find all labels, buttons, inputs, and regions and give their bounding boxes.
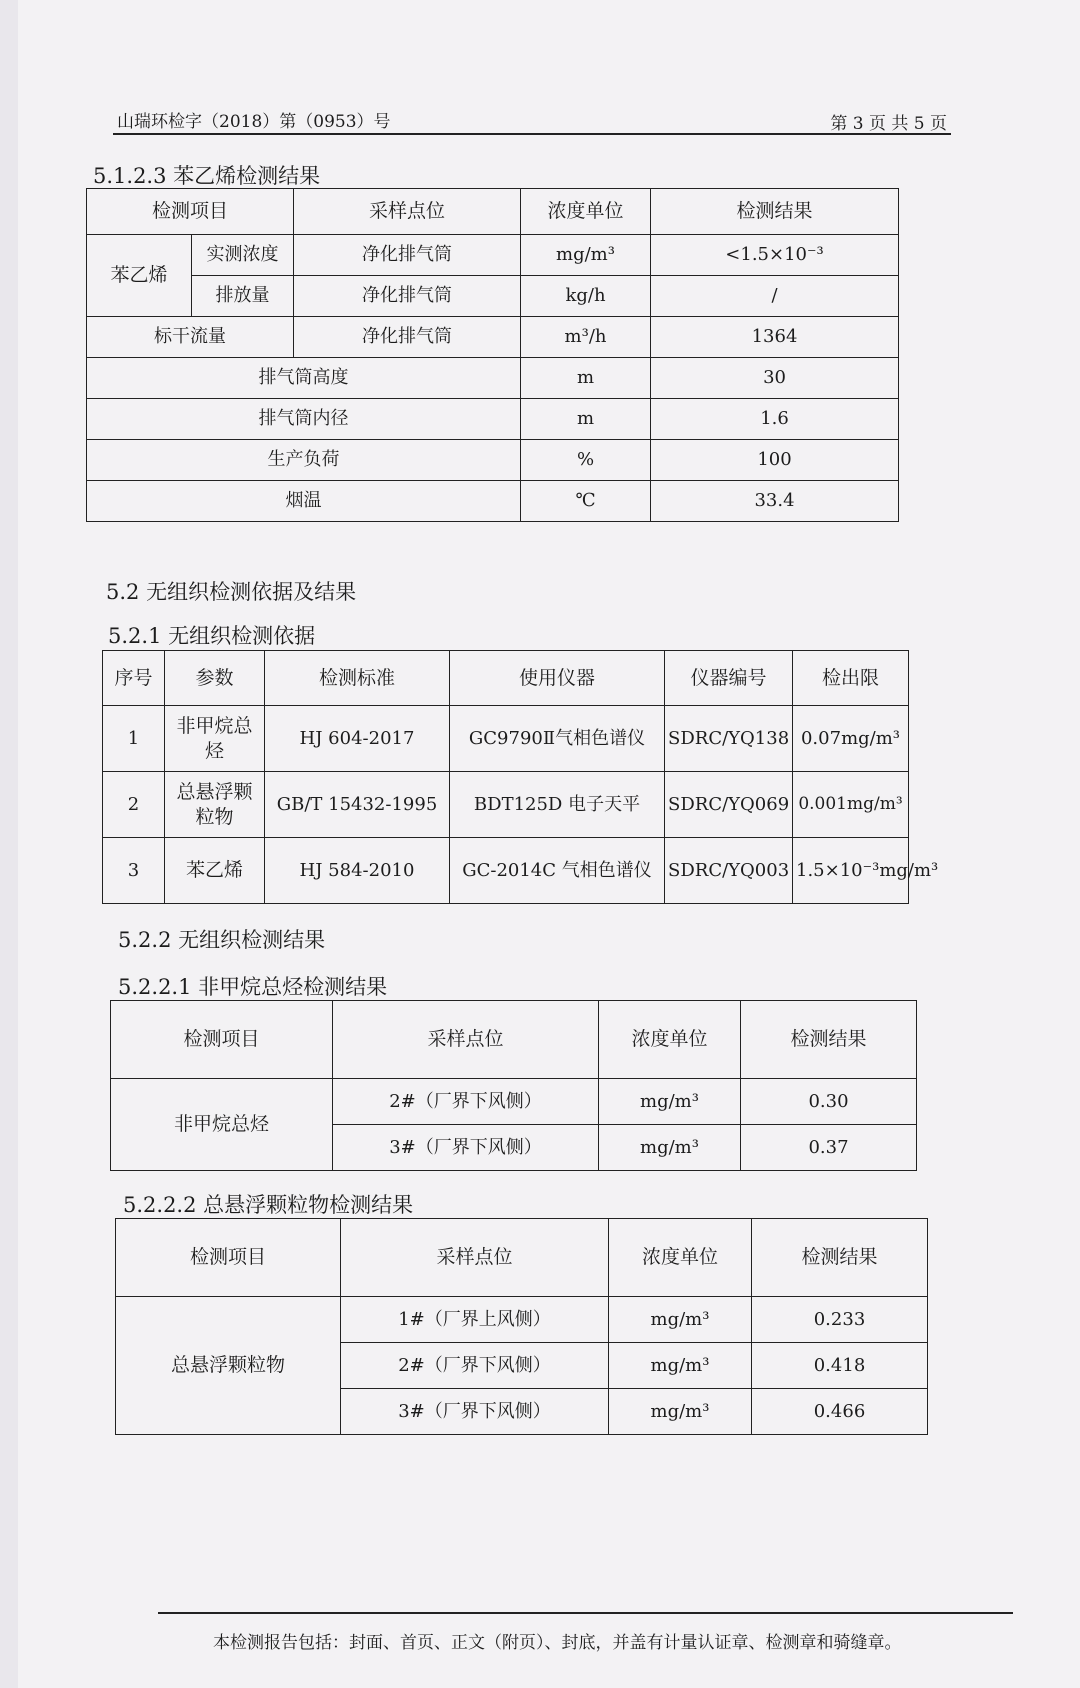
table-row: [87, 317, 899, 358]
param-cell: 总悬浮颗粒物: [165, 772, 265, 838]
table-row: [87, 358, 899, 399]
result-cell: 0.233: [752, 1297, 928, 1343]
table-row: [103, 772, 909, 838]
unit-cell: mg/m³: [599, 1125, 741, 1171]
result-cell: 0.466: [752, 1389, 928, 1435]
unit-cell: mg/m³: [609, 1389, 752, 1435]
header-cell: 检测项目: [111, 1001, 333, 1079]
header-cell: 检测项目: [116, 1219, 341, 1297]
header-cell: 浓度单位: [609, 1219, 752, 1297]
header-cell: 检测标准: [265, 651, 450, 706]
location-cell: 2#（厂界下风侧）: [341, 1343, 609, 1389]
basis-table: [102, 650, 939, 904]
table-row: [103, 706, 909, 772]
header-cell: 检测项目: [87, 189, 294, 235]
unit-cell: %: [521, 440, 651, 481]
item-cell: 非甲烷总烃: [111, 1079, 333, 1171]
header-cell: 检测结果: [651, 189, 899, 235]
unit-cell: m³/h: [521, 317, 651, 358]
unit-cell: mg/m³: [609, 1297, 752, 1343]
table-row: [116, 1297, 928, 1343]
result-cell: <1.5×10⁻³: [651, 235, 899, 276]
section-title-fugitive: 5.2 无组织检测依据及结果: [106, 580, 357, 604]
table-header-row: [111, 1001, 917, 1079]
location-cell: 净化排气筒: [294, 317, 521, 358]
table-row: [87, 399, 899, 440]
location-cell: 3#（厂界下风侧）: [333, 1125, 599, 1171]
item-cell: 标干流量: [87, 317, 294, 358]
instrument-cell: BDT125D 电子天平: [450, 772, 665, 838]
table-header-row: [116, 1219, 928, 1297]
header-cell: 序号: [103, 651, 165, 706]
limit-cell: 1.5×10⁻³mg/m³: [793, 838, 909, 904]
section-title-nmhc: 5.2.2.1 非甲烷总烃检测结果: [118, 975, 388, 999]
section-title-tsp: 5.2.2.2 总悬浮颗粒物检测结果: [123, 1193, 414, 1217]
limit-cell: 0.07mg/m³: [793, 706, 909, 772]
location-cell: 2#（厂界下风侧）: [333, 1079, 599, 1125]
nmhc-results-table: [110, 1000, 917, 1171]
page-indicator: 第 3 页 共 5 页: [830, 114, 947, 134]
item-cell: 排气筒内径: [87, 399, 521, 440]
result-cell: 33.4: [651, 481, 899, 522]
unit-cell: m: [521, 399, 651, 440]
location-cell: 3#（厂界下风侧）: [341, 1389, 609, 1435]
seq-cell: 2: [103, 772, 165, 838]
section-title-results: 5.2.2 无组织检测结果: [118, 928, 326, 952]
instrument-id-cell: SDRC/YQ138: [665, 706, 793, 772]
standard-cell: HJ 604-2017: [265, 706, 450, 772]
document-number: 山瑞环检字（2018）第（0953）号: [117, 112, 391, 132]
item-cell: 总悬浮颗粒物: [116, 1297, 341, 1435]
header-cell: 采样点位: [341, 1219, 609, 1297]
page-header: [113, 103, 951, 135]
param-cell: 非甲烷总烃: [165, 706, 265, 772]
tsp-results-table: [115, 1218, 928, 1435]
table-header-row: [87, 189, 899, 235]
standard-cell: GB/T 15432-1995: [265, 772, 450, 838]
header-cell: 检出限: [793, 651, 909, 706]
seq-cell: 3: [103, 838, 165, 904]
result-cell: 0.37: [741, 1125, 917, 1171]
unit-cell: mg/m³: [521, 235, 651, 276]
result-cell: 100: [651, 440, 899, 481]
section-title-basis: 5.2.1 无组织检测依据: [108, 624, 316, 648]
param-cell: 苯乙烯: [165, 838, 265, 904]
table-row: [111, 1079, 917, 1125]
seq-cell: 1: [103, 706, 165, 772]
header-cell: 浓度单位: [599, 1001, 741, 1079]
header-cell: 采样点位: [294, 189, 521, 235]
styrene-results-table: [86, 188, 899, 522]
location-cell: 1#（厂界上风侧）: [341, 1297, 609, 1343]
section-title-styrene: 5.1.2.3 苯乙烯检测结果: [93, 164, 321, 188]
header-cell: 浓度单位: [521, 189, 651, 235]
header-cell: 检测结果: [741, 1001, 917, 1079]
table-row: [103, 838, 909, 904]
result-cell: 1.6: [651, 399, 899, 440]
header-cell: 参数: [165, 651, 265, 706]
unit-cell: m: [521, 358, 651, 399]
result-cell: 0.418: [752, 1343, 928, 1389]
footer-divider: [158, 1612, 1013, 1614]
table-row: [87, 481, 899, 522]
item-cell: 排气筒高度: [87, 358, 521, 399]
result-cell: /: [651, 276, 899, 317]
table-header-row: [103, 651, 909, 706]
result-cell: 0.30: [741, 1079, 917, 1125]
instrument-cell: GC-2014C 气相色谱仪: [450, 838, 665, 904]
item-cell: 生产负荷: [87, 440, 521, 481]
instrument-id-cell: SDRC/YQ003: [665, 838, 793, 904]
unit-cell: mg/m³: [599, 1079, 741, 1125]
report-page: [18, 0, 1080, 1688]
header-cell: 仪器编号: [665, 651, 793, 706]
header-cell: 采样点位: [333, 1001, 599, 1079]
subitem-cell: 实测浓度: [192, 235, 294, 276]
unit-cell: mg/m³: [609, 1343, 752, 1389]
item-cell: 苯乙烯: [87, 235, 192, 317]
header-cell: 使用仪器: [450, 651, 665, 706]
standard-cell: HJ 584-2010: [265, 838, 450, 904]
unit-cell: kg/h: [521, 276, 651, 317]
header-cell: 检测结果: [752, 1219, 928, 1297]
table-row: [87, 440, 899, 481]
unit-cell: ℃: [521, 481, 651, 522]
limit-cell: 0.001mg/m³: [793, 772, 909, 838]
table-row: [87, 235, 899, 276]
item-cell: 烟温: [87, 481, 521, 522]
instrument-id-cell: SDRC/YQ069: [665, 772, 793, 838]
table-row: [87, 276, 899, 317]
subitem-cell: 排放量: [192, 276, 294, 317]
instrument-cell: GC9790Ⅱ气相色谱仪: [450, 706, 665, 772]
location-cell: 净化排气筒: [294, 276, 521, 317]
footer-note: 本检测报告包括：封面、首页、正文（附页）、封底，并盖有计量认证章、检测章和骑缝章。: [213, 1633, 902, 1653]
location-cell: 净化排气筒: [294, 235, 521, 276]
result-cell: 1364: [651, 317, 899, 358]
result-cell: 30: [651, 358, 899, 399]
